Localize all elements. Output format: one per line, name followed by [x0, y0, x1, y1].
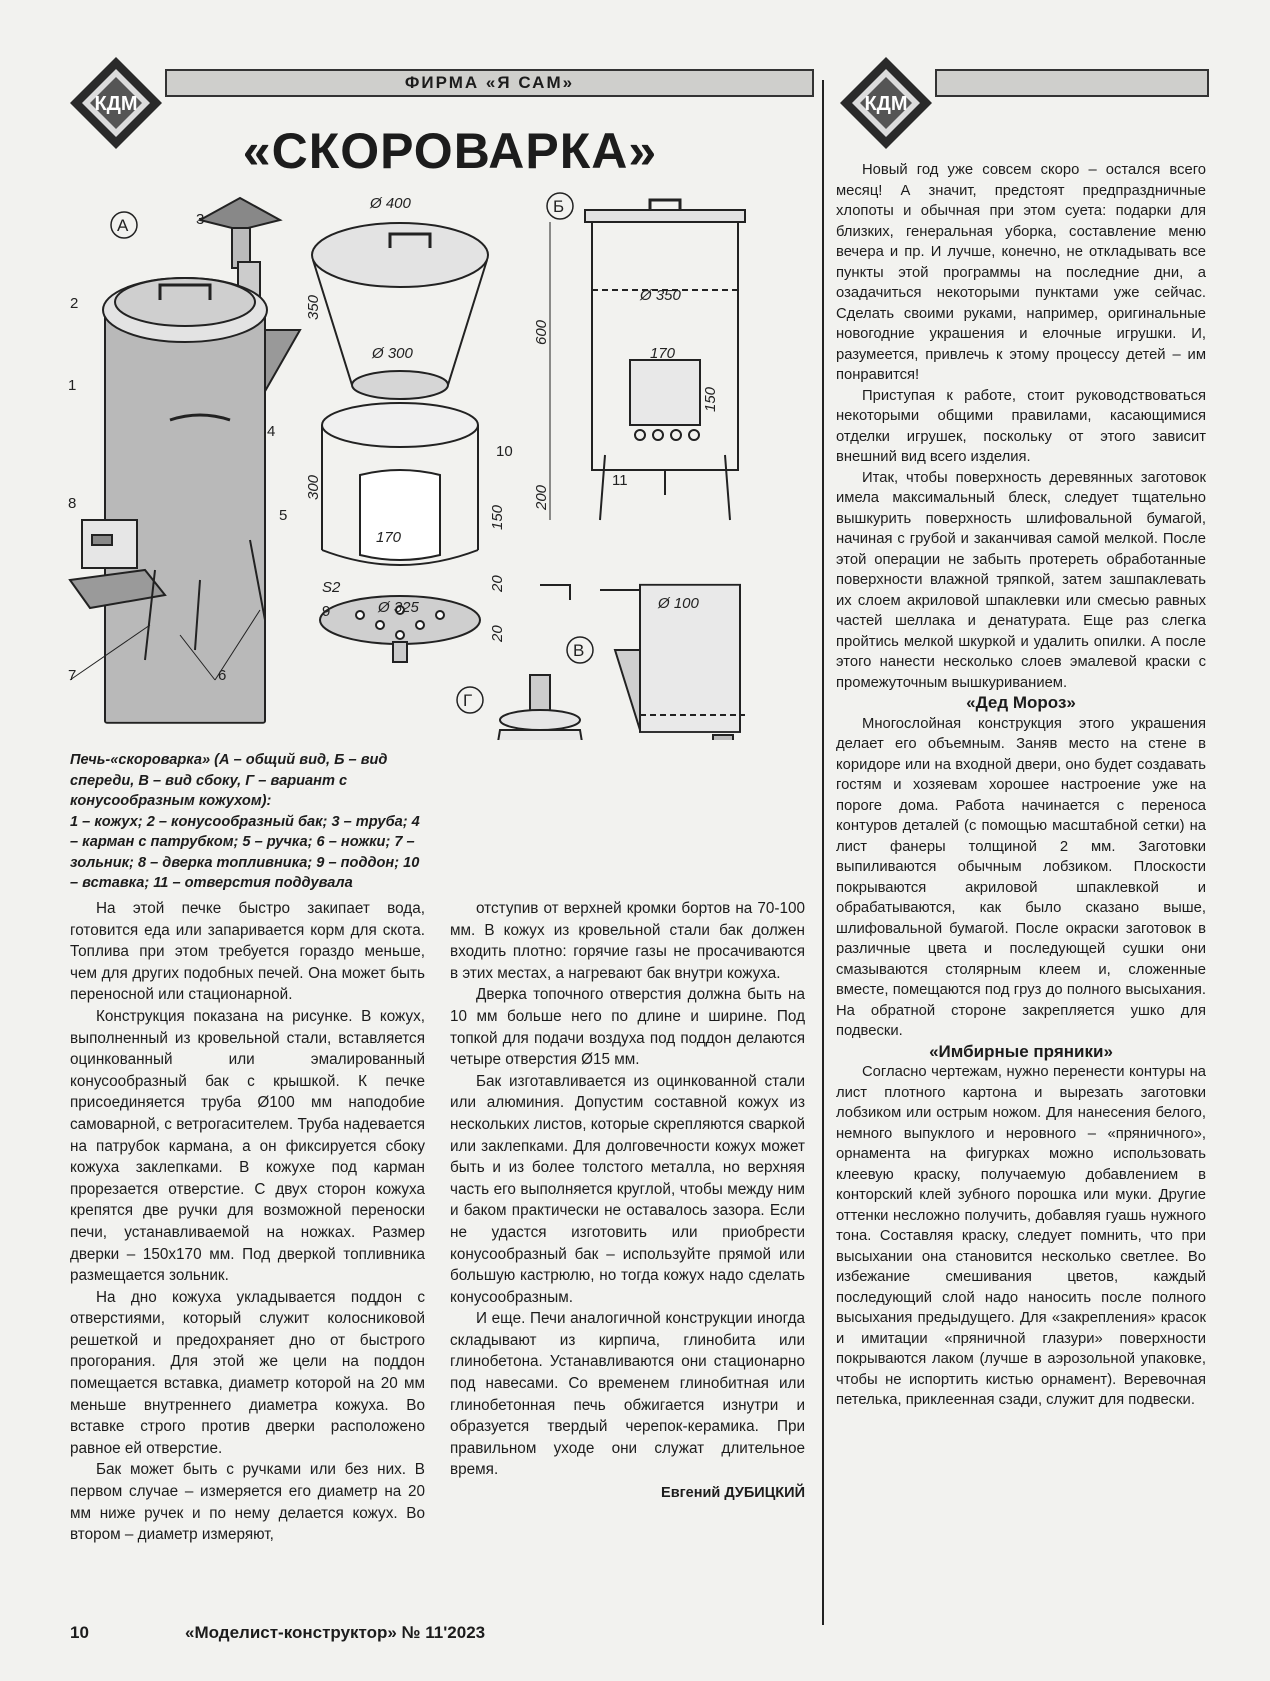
- part-num-4: 4: [267, 423, 276, 440]
- part-num-6: 6: [218, 667, 227, 684]
- dim-350-b: Ø 350: [640, 287, 681, 304]
- dim-170-b: 170: [650, 345, 676, 362]
- figure-caption: [70, 750, 425, 894]
- label-view-v: В: [573, 641, 585, 660]
- sidebar-paragraph: Приступая к работе, стоит руководствоваться некоторыми общими правилами, касающимися отделки игрушек, поскольку от этого зависит внешний вид всего изделия.: [836, 387, 1206, 465]
- column-divider: [822, 80, 824, 1625]
- dim-300-dia: Ø 300: [372, 345, 413, 362]
- dim-150-b: 150: [702, 386, 719, 412]
- sidebar-paragraph: Новый год уже совсем скоро – остался всего месяц! А значит, предстоят предпраздничные хлопоты и обычная при этом суета: подарки для близких, генеральная уборка, составление меню вечера и пр. И лучше, конечно, не откладывать все пункты этой программы на последние дни, а озадачиться некоторыми пунктами уже сейчас. Сделать своими руками, например, оригинальные новогодние украшения и елочные игрушки. И, разумеется, привлечь к этому процессу детей – им понравится!: [836, 162, 1206, 383]
- journal-title: «Моделист-конструктор» № 11'2023: [185, 1623, 486, 1642]
- sidebar-header-bar: [935, 69, 1209, 97]
- dim-400: Ø 400: [370, 195, 411, 212]
- sidebar-paragraph: Согласно чертежам, нужно перенести контуры на лист плотного картона и вырезать заготовки лобзиком или острым ножом. Для нанесения белого, немного выпуклого и неровного – «пряничного», орнамента на фигурках можно использовать клеевую краску, получаемую добавлением в конторский клей зубного порошка или муки. Другие оттенки несложно получить, добавляя гуашь нужного тона. Составляя краску, следует помнить, что при высыхании она становится несколько светлее. Во избежание смешивания цветов, каждый последующий слой надо наносить после полного высыхания предыдущего. Для «закрепления» красок и имитации «пряничной глазури» поверхности покрываются лаком (лучше в аэрозольной упаковке, чтобы не испортить кистью орнамент). Веревочная петелька, приклеенная сзади, служит для подвески.: [836, 1064, 1206, 1408]
- article-paragraph: Бак изготавливается из оцинкованной стали или алюминия. Допустим составной кожух из нескольких листов, которые скрепляются сваркой или заклепками. Для долговечности кожух может быть и из более толстого металла, но верхняя часть его выполняется круглой, чтобы между ним и баком практически не оставалось зазора. Если не удастся изготовить или приобрести конусообразный бак – используйте прямой или большую кастрюлю, но тогда кожух надо сделать конусообразным.: [450, 1072, 805, 1306]
- dim-150: 150: [489, 504, 506, 530]
- article-paragraph: И еще. Печи аналогичной конструкции иногда складывают из кирпича, глинобита или глинобетона. Устанавливаются они стационарно под навесами. Со временем глинобитная или глинобетонная печь обжигается изнутри и образуется твердый черепок-керамика. При правильном уходе они служат длительное время.: [450, 1310, 805, 1479]
- label-view-g: Г: [463, 691, 473, 710]
- section-heading-pryaniki: «Имбирные пряники»: [929, 1041, 1113, 1061]
- article-paragraph: Дверка топочного отверстия должна быть на 10 мм больше него по длине и ширине. Под топкой для подачи воздуха под поддон делаются четыре отверстия Ø15 мм.: [450, 986, 805, 1069]
- view-g-cone: [480, 675, 600, 740]
- article-paragraph: Бак может быть с ручками или без них. В первом случае – измеряется его диаметр на 20 мм ниже ручек и по нему делается кожух. Во втором – диаметр измеряют,: [70, 1461, 425, 1544]
- sidebar-column: [836, 160, 1206, 1411]
- dim-350: 350: [305, 294, 322, 320]
- article-column-1: [70, 898, 425, 1546]
- page-number: 10: [70, 1623, 89, 1642]
- article-title: «СКОРОВАРКА»: [242, 123, 658, 179]
- article-paragraph: отступив от верхней кромки бортов на 70-100 мм. В кожух из кровельной стали бак должен входить плотно: горячие газы не просачиваются в этих местах, а нагревают бак внутри кожуха.: [450, 900, 805, 982]
- caption-title: Печь-«скороварка» (А – общий вид, Б – вид спереди, В – вид сбоку, Г – вариант с конусообразным кожухом):: [70, 752, 388, 809]
- view-b-front: [550, 200, 745, 520]
- sidebar-paragraph: Многослойная конструкция этого украшения делает его объемным. Заняв место на стене в коридоре или на входной двери, оно будет создавать гостям и хозяевам хорошее настроение уже на пороге дома. Работа начинается с переноса контуров деталей (с помощью масштабной сетки) на лист фанеры толщиной 2 мм. Заготовки выпиливаются обычным лобзиком. Плоскости покрываются акриловой шпаклевкой и обрабатываются, как было сказано выше, шлифовальной бумагой. После окраски заготовок в различные цвета и последующей сушки они смазываются столярным клеем и, сложенные вместе, помещаются под груз до полного высыхания. На обратной стороне закрепляется ушко для подвески.: [836, 715, 1206, 1039]
- dim-300-height: 300: [305, 474, 322, 500]
- magazine-logo-right: [838, 55, 934, 151]
- dim-20-b: 20: [489, 625, 506, 642]
- dim-325: Ø 325: [378, 599, 419, 616]
- rubric-header: ФИРМА «Я САМ»: [165, 69, 814, 97]
- section-heading-ded-moroz: «Дед Мороз»: [966, 693, 1076, 712]
- part-num-1: 1: [68, 377, 77, 394]
- dim-s2: S2: [322, 579, 341, 596]
- article-column-2: [450, 898, 805, 1505]
- part-num-11: 11: [612, 472, 628, 489]
- logo-text-right: КДМ: [864, 93, 908, 115]
- sidebar-paragraph: Итак, чтобы поверхность деревянных заготовок имела максимальный блеск, следует тщательно вышкурить поверхность шлифовальной бумагой, начиная с грубой и заканчивая самой мелкой. После этой операции не забыть протереть обработанные поверхности влажной тряпкой, затем зашпаклевать их слоем акриловой шпаклевки или смесью равных частей шеллака и денатурата. Еще раз слегка пройтись мелкой шкуркой и удалить опилки. А после этого нанести несколько слоев эмалевой краски с промежуточным вышкуриванием.: [836, 469, 1206, 691]
- part-num-9: 9: [322, 603, 331, 620]
- dim-600: 600: [533, 319, 550, 345]
- stove-drawing: [60, 180, 815, 740]
- dim-200: 200: [533, 484, 550, 510]
- magazine-logo: [68, 55, 164, 151]
- logo-text: КДМ: [94, 93, 138, 115]
- article-author: Евгений ДУБИЦКИЙ: [661, 1485, 805, 1502]
- label-view-a: А: [117, 216, 129, 235]
- part-num-2: 2: [70, 295, 79, 312]
- part-num-3: 3: [196, 211, 205, 228]
- dim-100: Ø 100: [658, 595, 699, 612]
- caption-legend: 1 – кожух; 2 – конусообразный бак; 3 – труба; 4 – карман с патрубком; 5 – ручка; 6 – ножки; 7 – зольник; 8 – дверка топливника; 9 – поддон; 10 – вставка; 11 – отверстия поддувала: [70, 813, 420, 891]
- dim-170: 170: [376, 529, 402, 546]
- exploded-parts: [312, 223, 488, 662]
- article-paragraph: Конструкция показана на рисунке. В кожух, выполненный из кровельной стали, вставляется оцинкованный или эмалированный конусообразный бак с крышкой. К печке присоединяется труба Ø100 мм наподобие самоварной, с ветрогасителем. Труба надевается на патрубок кармана, а он фиксируется сбоку кожуха заклепками. В кожухе под карман прорезается отверстие. С двух сторон кожуха крепятся две ручки для возможной переноски печи, устанавливаемой на ножках. Размер дверки – 150х170 мм. Под дверкой топливника размещается зольник.: [70, 1007, 425, 1285]
- article-paragraph: На этой печке быстро закипает вода, готовится еда или запаривается корм для скота. Топлива при этом требуется гораздо меньше, чем для других подобных печей. Она может быть переносной или стационарной.: [70, 900, 425, 1004]
- part-num-5: 5: [279, 507, 288, 524]
- part-num-8: 8: [68, 495, 77, 512]
- article-paragraph: На дно кожуха укладывается поддон с отверстиями, который служит колосниковой решеткой и предохраняет дно от быстрого прогорания. Для этой же цели на поддон помещается вставка, диаметр которой на 20 мм меньше внутреннего диаметра кожуха. Во вставке строго против дверки расположено равное ей отверстие.: [70, 1288, 425, 1457]
- dim-20-a: 20: [489, 575, 506, 592]
- part-num-7: 7: [68, 667, 77, 684]
- label-view-b: Б: [553, 197, 565, 216]
- part-num-10: 10: [496, 443, 513, 460]
- view-a-general: [70, 198, 300, 723]
